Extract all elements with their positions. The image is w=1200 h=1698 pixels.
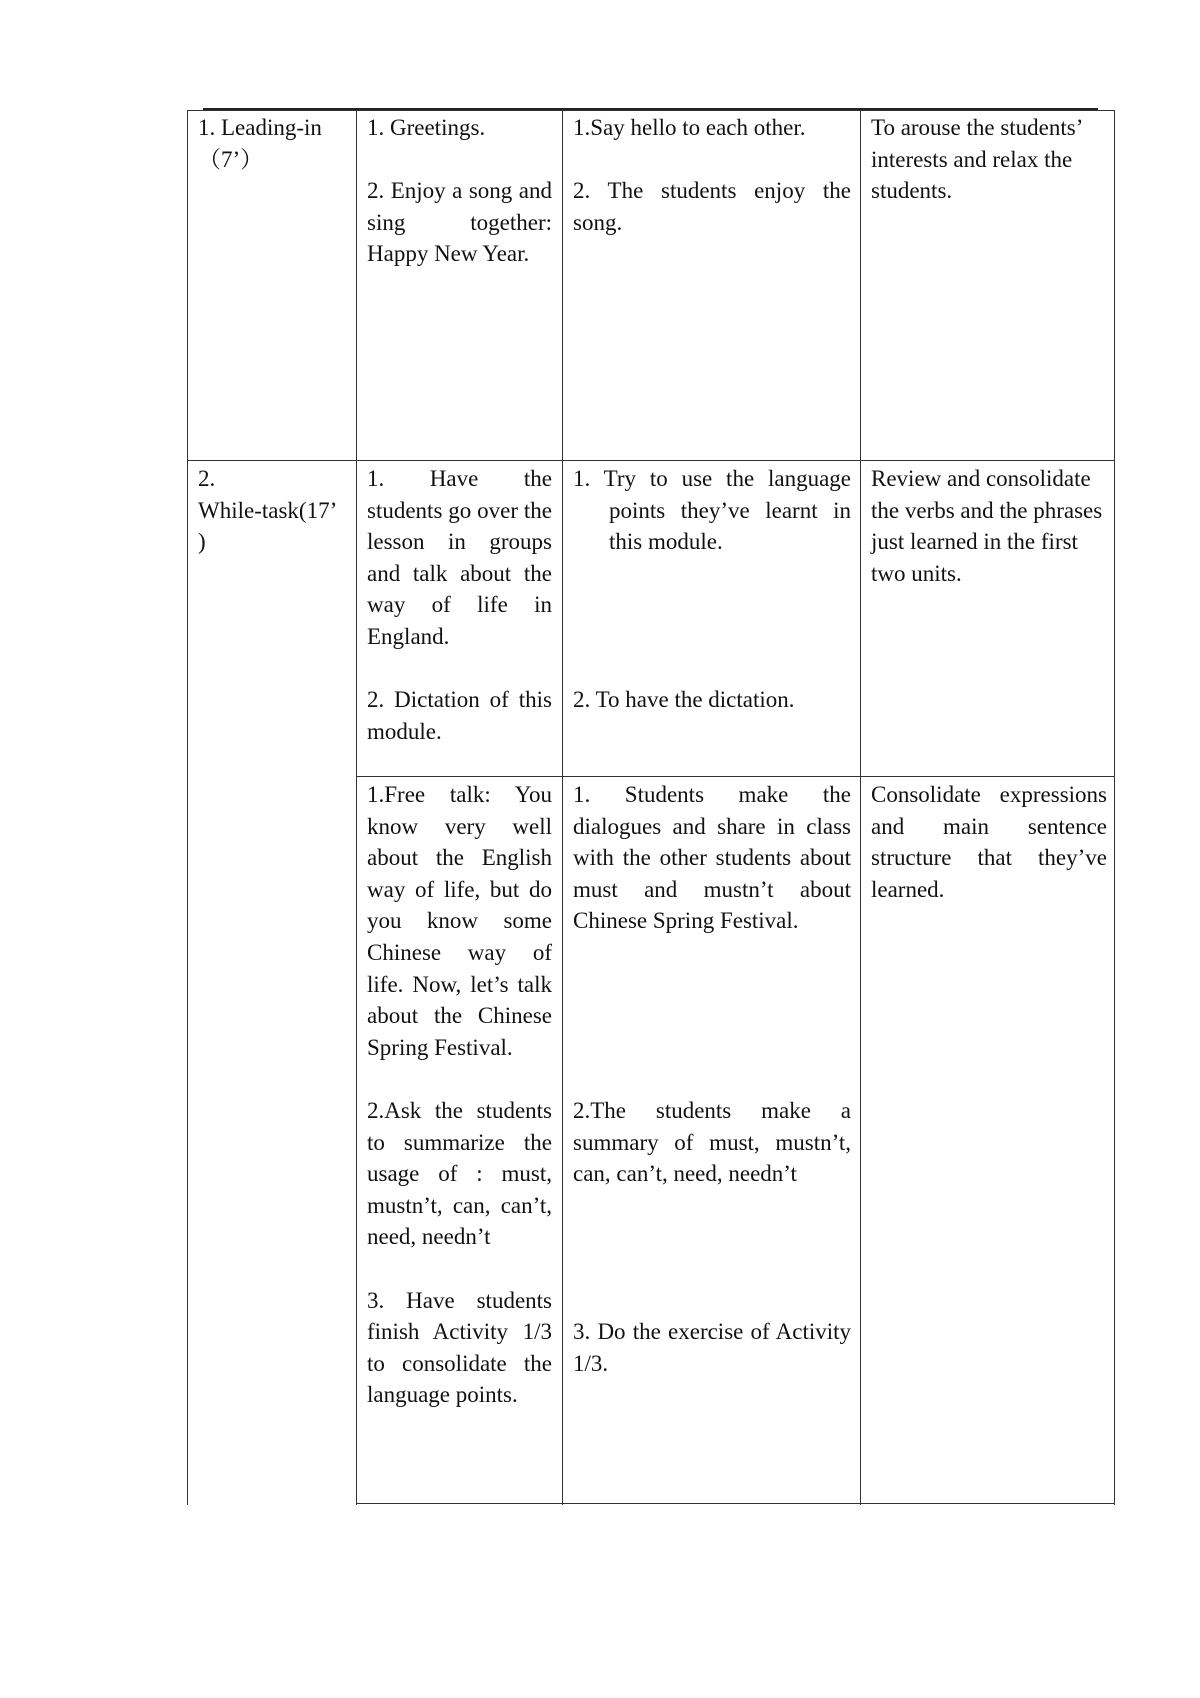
student-activity-cell [573, 463, 851, 716]
student-step: 2. The students enjoy the song. [573, 178, 851, 235]
table-border-right [1114, 110, 1115, 1505]
student-step: 1. Try to use the language points they’ve learnt in this module. [573, 466, 851, 555]
purpose-cell [871, 112, 1107, 207]
table-border-top [187, 110, 1115, 111]
stage-duration: （7’） [198, 146, 264, 172]
teacher-step: 1.Free talk: You know very well about the English way of life, but do you know some Chinese way of life. Now, let’s talk about the Chinese Spring Festival. [367, 782, 552, 1060]
table-border-col1 [356, 110, 357, 1505]
student-step: 2.The students make a summary of must, mustn’t, can, can’t, need, needn’t [573, 1097, 851, 1187]
purpose-cell [871, 463, 1107, 589]
table-border-col3 [860, 110, 861, 1505]
stage-number: 2. [198, 466, 216, 491]
student-activity-cell [573, 779, 851, 1379]
stage-label-end: ) [198, 529, 206, 555]
student-step: 1.Say hello to each other. [573, 115, 806, 140]
teacher-step: 3. Have students finish Activity 1/3 to consolidate the language points. [367, 1287, 552, 1408]
student-step: 2. To have the dictation. [573, 687, 795, 713]
student-step: 3. Do the exercise of Activity 1/3. [573, 1319, 851, 1376]
table-border-left [187, 110, 188, 1505]
table-border-bottom [356, 1503, 1115, 1504]
stage-label: While-task(17’ [198, 497, 338, 523]
teacher-step: 1. Have the students go over the lesson in groups and talk about the way of life in England. [367, 466, 552, 649]
stage-label: 1. Leading-in [198, 115, 322, 140]
teacher-activity-cell [367, 112, 552, 270]
teacher-activity-cell [367, 463, 552, 747]
purpose-text: Consolidate expressions and main sentence structure that they’ve learned. [871, 782, 1107, 902]
table-border-col2 [562, 110, 563, 1505]
teacher-step: 2. Dictation of this module. [367, 687, 552, 744]
purpose-text: Review and consolidate the verbs and the phrases just learned in the first two units. [871, 466, 1103, 586]
purpose-text: To arouse the students’ interests and relax the students. [871, 115, 1082, 204]
row-divider-2 [356, 776, 1115, 777]
stage-cell-leading-in [198, 112, 348, 175]
purpose-cell [871, 779, 1107, 905]
teacher-step: 1. Greetings. [367, 115, 486, 140]
teacher-step: 2.Ask the students to summarize the usage of : must, mustn’t, can, can’t, need, needn’t [367, 1097, 552, 1250]
stage-cell-while-task [198, 463, 348, 558]
teacher-activity-cell [367, 779, 552, 1411]
student-activity-cell [573, 112, 851, 238]
student-step: 1. Students make the dialogues and share in class with the other students about must and mustn’t about Chinese Spring Festival. [573, 782, 851, 934]
teacher-step: 2. Enjoy a song and sing together: Happy New Year. [367, 178, 552, 267]
row-divider-1 [187, 460, 1115, 461]
